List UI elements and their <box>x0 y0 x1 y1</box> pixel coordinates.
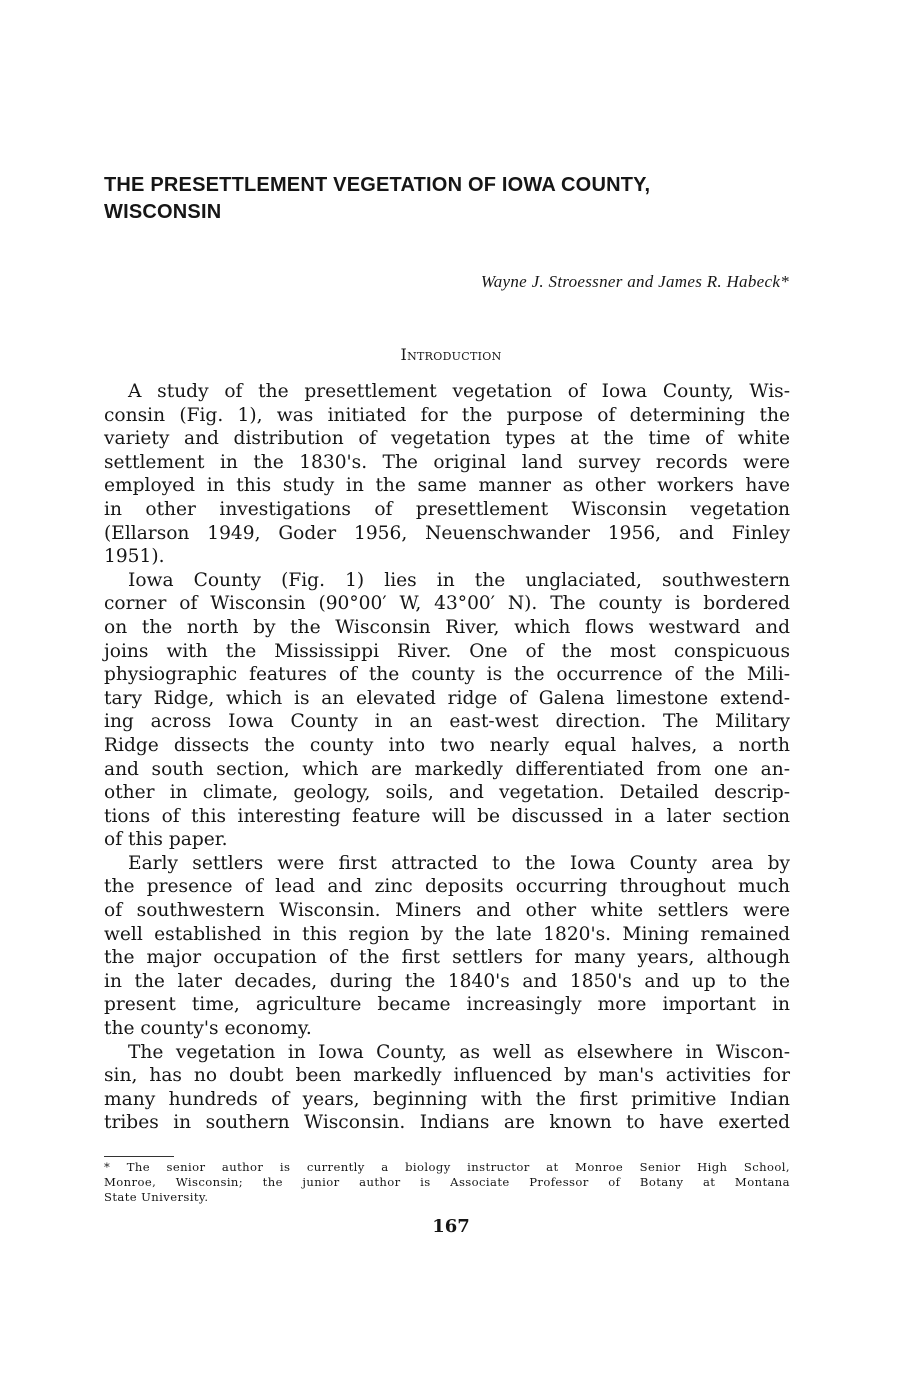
body-line: consin (Fig. 1), was initiated for the purpose of determining the <box>104 404 790 426</box>
body-line: on the north by the Wisconsin River, which flows westward and <box>104 616 790 638</box>
body-line: (Ellarson 1949, Goder 1956, Neuenschwander 1956, and Finley <box>104 522 790 544</box>
body-line: of southwestern Wisconsin. Miners and other white settlers were <box>104 900 790 922</box>
body-line: tions of this interesting feature will be discussed in a later section <box>104 805 790 827</box>
body-line: many hundreds of years, beginning with the first primitive Indian <box>104 1088 790 1110</box>
body-line: the county's economy. <box>104 1018 312 1040</box>
body-line: the major occupation of the first settlers for many years, although <box>104 947 790 969</box>
body-line: settlement in the 1830's. The original land survey records were <box>104 451 790 473</box>
body-line: tary Ridge, which is an elevated ridge of Galena limestone extend- <box>104 687 790 709</box>
body-line: other in climate, geology, soils, and vegetation. Detailed descrip- <box>104 782 790 804</box>
body-line: well established in this region by the late 1820's. Mining remained <box>104 923 790 945</box>
footnote-line: State University. <box>104 1190 209 1204</box>
article-body <box>104 380 790 1135</box>
body-line: The vegetation in Iowa County, as well as elsewhere in Wiscon- <box>128 1041 790 1063</box>
body-line: 1951). <box>104 546 165 568</box>
article-authors: Wayne J. Stroessner and James R. Habeck* <box>480 272 789 291</box>
body-line: physiographic features of the county is the occurrence of the Mili- <box>104 664 790 686</box>
body-line: A study of the presettlement vegetation of Iowa County, Wis- <box>128 381 790 402</box>
body-line: sin, has no doubt been markedly influenced by man's activities for <box>104 1065 790 1087</box>
body-line: present time, agriculture became increasingly more important in <box>104 994 790 1016</box>
section-heading-introduction: Introduction <box>400 345 502 364</box>
body-line: ing across Iowa County in an east-west direction. The Military <box>104 711 790 733</box>
article-title <box>104 172 804 226</box>
body-line: the presence of lead and zinc deposits occurring throughout much <box>104 876 790 898</box>
body-line: tribes in southern Wisconsin. Indians are known to have exerted <box>104 1112 790 1134</box>
body-line: employed in this study in the same manner as other workers have <box>104 475 790 497</box>
footnote-divider <box>104 1156 174 1157</box>
body-line: Ridge dissects the county into two nearly equal halves, a north <box>104 734 790 756</box>
footnote-line: Monroe, Wisconsin; the junior author is Associate Professor of Botany at Montana <box>104 1175 790 1189</box>
article-title-line-1: THE PRESETTLEMENT VEGETATION OF IOWA COUNTY, <box>104 174 651 196</box>
body-line: in the later decades, during the 1840's and 1850's and up to the <box>104 970 790 992</box>
body-line: of this paper. <box>104 829 228 851</box>
body-line: corner of Wisconsin (90°00′ W, 43°00′ N). The county is bordered <box>104 593 790 615</box>
body-line: in other investigations of presettlement Wisconsin vegetation <box>104 498 790 520</box>
body-line: variety and distribution of vegetation types at the time of white <box>104 428 790 450</box>
body-line: Early settlers were first attracted to the Iowa County area by <box>128 852 790 874</box>
footnote <box>104 1160 790 1205</box>
article-title-line-2: WISCONSIN <box>104 201 222 223</box>
body-line: Iowa County (Fig. 1) lies in the unglaciated, southwestern <box>128 569 790 591</box>
body-line: and south section, which are markedly differentiated from one an- <box>104 758 790 780</box>
footnote-line: * The senior author is currently a biology instructor at Monroe Senior High School, <box>104 1160 790 1174</box>
page-number: 167 <box>432 1216 470 1237</box>
body-line: joins with the Mississippi River. One of the most conspicuous <box>104 640 790 662</box>
